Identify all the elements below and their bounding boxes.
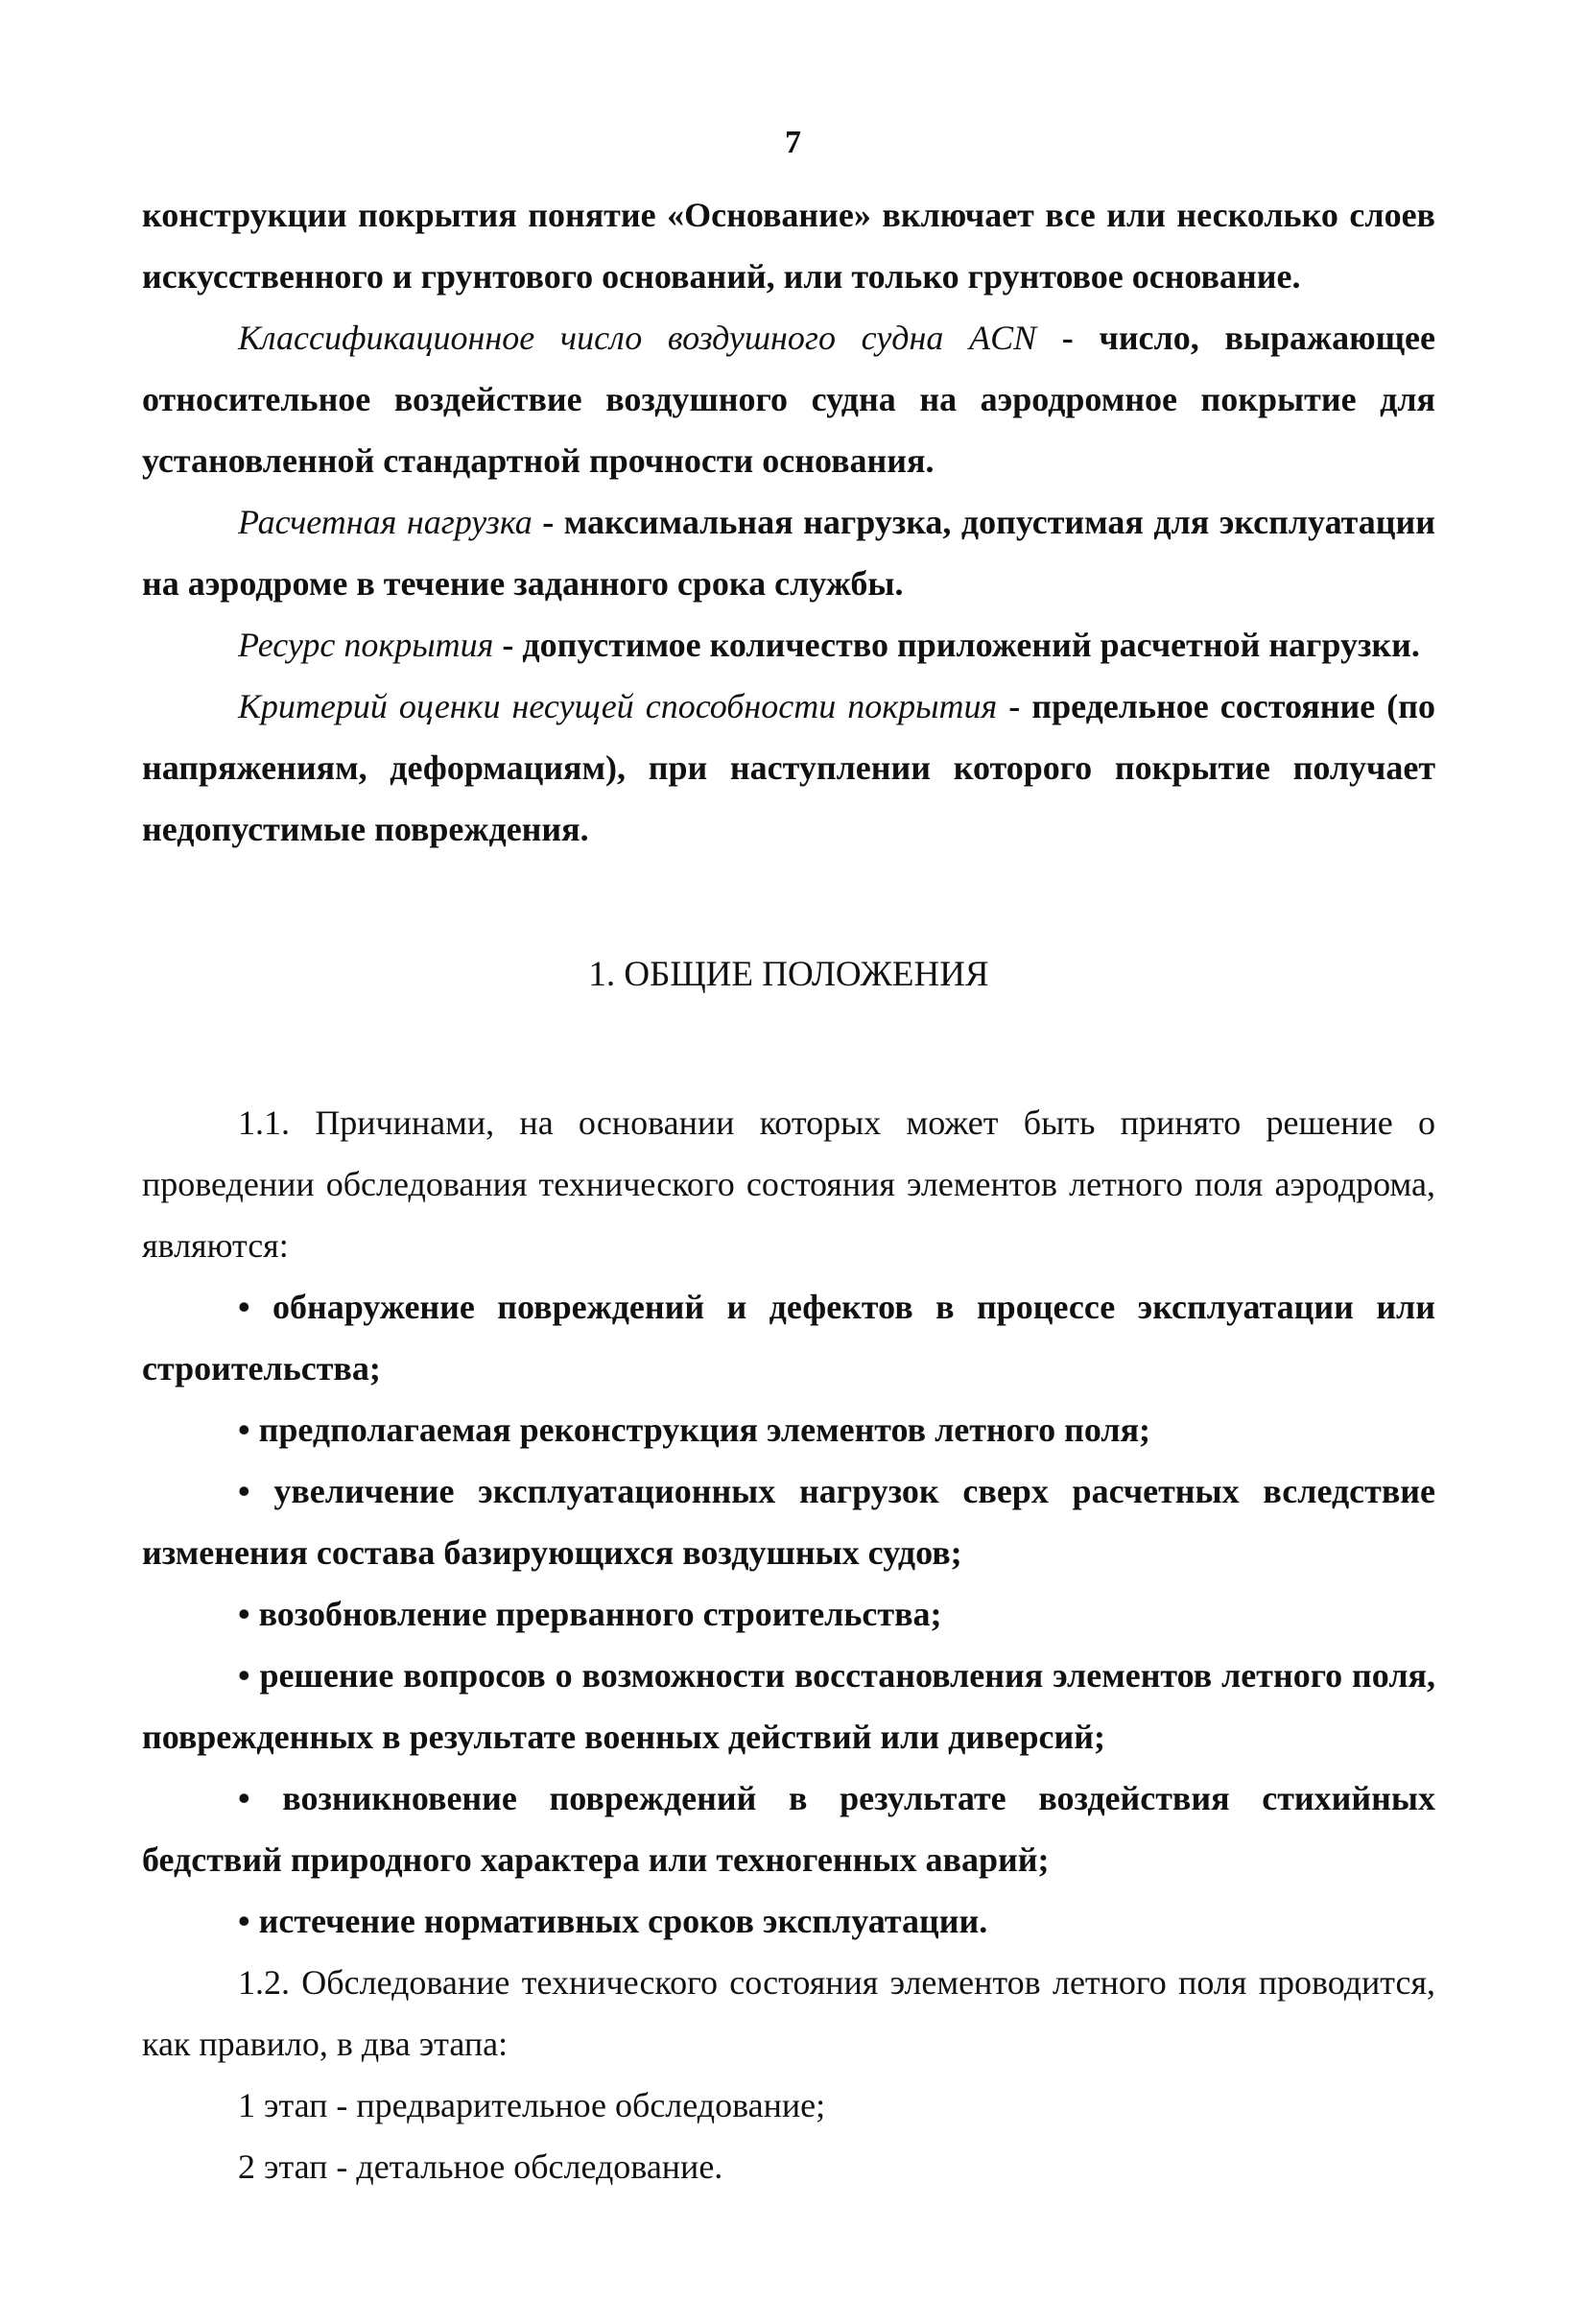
paragraph-1-2: 1.2. Обследование технического состояния элементов летного поля проводится, как правило, в два этапа: bbox=[142, 1963, 1435, 2063]
definition-bearing-criterion bbox=[142, 676, 1435, 860]
definition-acn bbox=[142, 307, 1435, 491]
bullet-item: • предполагаемая реконструкция элементов летного поля; bbox=[238, 1411, 1151, 1449]
bullet-item: • обнаружение повреждений и дефектов в процессе эксплуатации или строительства; bbox=[142, 1288, 1435, 1387]
bullet-item: • возникновение повреждений в результате воздействия стихийных бедствий природного характера или техногенных аварий; bbox=[142, 1779, 1435, 1879]
definition-bearing-criterion-text: - предельное состояние (по напряжениям, деформациям), при наступлении которого покрытие получает недопустимые повреждения. bbox=[142, 687, 1435, 848]
page-number: 7 bbox=[785, 125, 801, 160]
definition-pavement-resource-text: - допустимое количество приложений расчетной нагрузки. bbox=[493, 626, 1420, 664]
stage-item: 1 этап - предварительное обследование; bbox=[238, 2086, 826, 2124]
term-pavement-resource: Ресурс покрытия bbox=[238, 626, 494, 664]
definition-pavement-resource bbox=[142, 614, 1435, 676]
stage-item: 2 этап - детальное обследование. bbox=[238, 2147, 723, 2186]
term-design-load: Расчетная нагрузка bbox=[238, 503, 533, 541]
term-acn: Классификационное число воздушного судна ACN bbox=[238, 319, 1037, 357]
term-bearing-criterion: Критерий оценки несущей способности покрытия bbox=[238, 687, 998, 725]
definition-design-load bbox=[142, 491, 1435, 614]
bullet-item: • возобновление прерванного строительства; bbox=[238, 1595, 942, 1633]
section-heading: 1. ОБЩИЕ ПОЛОЖЕНИЯ bbox=[588, 955, 989, 994]
definition-design-load-text: - максимальная нагрузка, допустимая для эксплуатации на аэродроме в течение заданного срока службы. bbox=[142, 503, 1435, 603]
paragraph-1-1: 1.1. Причинами, на основании которых может быть принято решение о проведении обследования технического состояния элементов летного поля аэродрома, являются: bbox=[142, 1103, 1435, 1265]
bullet-item: • истечение нормативных сроков эксплуатации. bbox=[238, 1902, 988, 1940]
intro-continuation: конструкции покрытия понятие «Основание» включает все или несколько слоев искусственного и грунтового оснований, или только грунтовое основание. bbox=[142, 196, 1435, 296]
bullet-item: • увеличение эксплуатационных нагрузок сверх расчетных вследствие изменения состава базирующихся воздушных судов; bbox=[142, 1472, 1435, 1572]
bullet-item: • решение вопросов о возможности восстановления элементов летного поля, поврежденных в результате военных действий или диверсий; bbox=[142, 1656, 1435, 1756]
document-body bbox=[142, 184, 1435, 2197]
definition-acn-text: - число, выражающее относительное воздействие воздушного судна на аэродромное покрытие для установленной стандартной прочности основания. bbox=[142, 319, 1435, 480]
